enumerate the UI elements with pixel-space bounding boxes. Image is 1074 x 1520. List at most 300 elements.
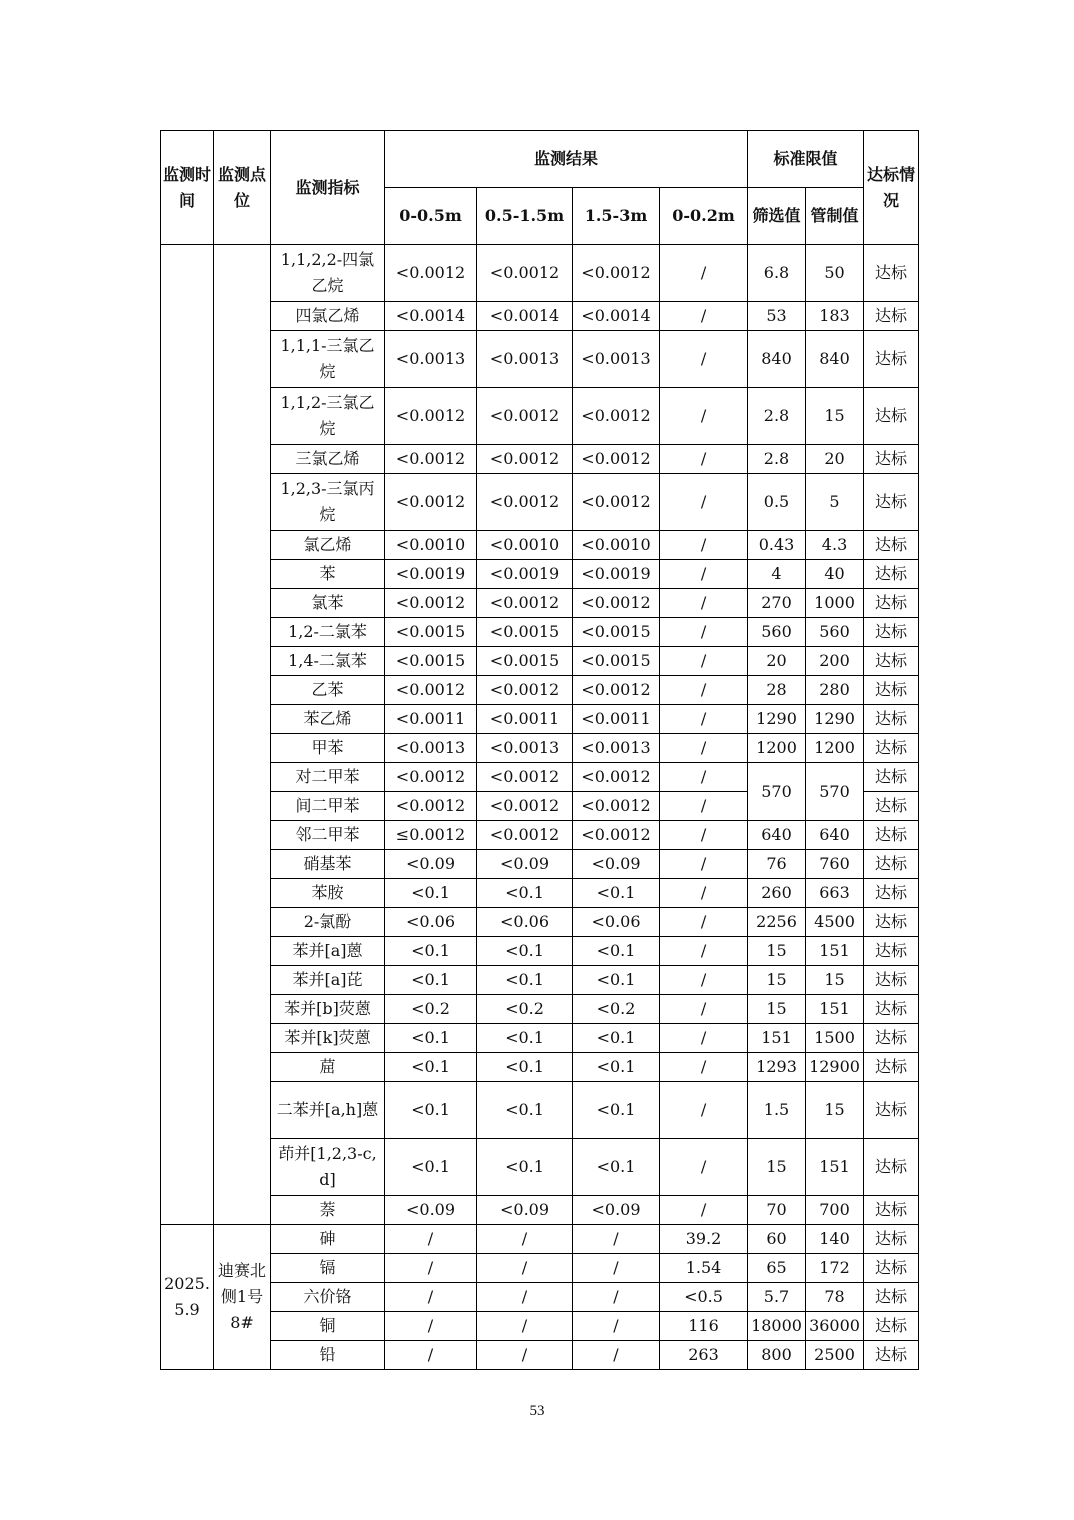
header-time: 监测时间 [161,131,214,245]
table-row [161,995,919,1024]
control-value-cell: 1200 [806,734,864,763]
result-depth-4-cell: / [660,676,748,705]
control-value-cell: 20 [806,445,864,474]
result-depth-4-cell: / [660,589,748,618]
table-row [161,850,919,879]
table-row [161,1341,919,1370]
control-value-cell: 1000 [806,589,864,618]
compliance-cell: 达标 [864,1053,919,1082]
table-row [161,937,919,966]
screening-value-cell: 640 [748,821,806,850]
table-row [161,1024,919,1053]
result-depth-1-cell: <0.0019 [385,560,477,589]
table-row [161,821,919,850]
screening-value-cell: 800 [748,1341,806,1370]
screening-value-cell: 60 [748,1225,806,1254]
control-value-cell: 2500 [806,1341,864,1370]
control-value-cell: 50 [806,245,864,302]
control-value-cell: 663 [806,879,864,908]
result-depth-3-cell: <0.0013 [573,734,660,763]
result-depth-4-cell: / [660,618,748,647]
result-depth-4-cell: / [660,531,748,560]
screening-value-cell: 260 [748,879,806,908]
screening-value-cell: 70 [748,1196,806,1225]
result-depth-2-cell: <0.1 [477,1082,573,1139]
result-depth-3-cell: <0.0012 [573,388,660,445]
result-depth-2-cell: <0.0013 [477,331,573,388]
control-value-cell: 172 [806,1254,864,1283]
indicator-cell: 三氯乙烯 [271,445,385,474]
indicator-cell: 铅 [271,1341,385,1370]
control-value-cell: 151 [806,995,864,1024]
compliance-cell: 达标 [864,647,919,676]
header-depth-4: 0-0.2m [660,188,748,245]
screening-value-cell: 4 [748,560,806,589]
result-depth-2-cell: <0.0012 [477,763,573,792]
compliance-cell: 达标 [864,618,919,647]
control-value-cell: 840 [806,331,864,388]
result-depth-1-cell: <0.0012 [385,388,477,445]
result-depth-2-cell: / [477,1225,573,1254]
indicator-cell: 氯苯 [271,589,385,618]
compliance-cell: 达标 [864,245,919,302]
result-depth-2-cell: / [477,1254,573,1283]
screening-value-cell: 2256 [748,908,806,937]
indicator-cell: 苯并[a]蒽 [271,937,385,966]
compliance-cell: 达标 [864,821,919,850]
table-row [161,560,919,589]
result-depth-4-cell: / [660,302,748,331]
indicator-cell: 镉 [271,1254,385,1283]
result-depth-3-cell: <0.1 [573,1139,660,1196]
result-depth-4-cell: / [660,560,748,589]
result-depth-1-cell: <0.2 [385,995,477,1024]
table-row [161,1053,919,1082]
table-row [161,966,919,995]
control-value-cell: 15 [806,388,864,445]
result-depth-3-cell: <0.0012 [573,792,660,821]
screening-value-cell: 1.5 [748,1082,806,1139]
indicator-cell: 二苯并[a,h]蒽 [271,1082,385,1139]
result-depth-4-cell: / [660,331,748,388]
control-value-cell: 140 [806,1225,864,1254]
table-row [161,879,919,908]
control-value-cell: 4500 [806,908,864,937]
result-depth-4-cell: / [660,937,748,966]
result-depth-1-cell: <0.0014 [385,302,477,331]
result-depth-2-cell: <0.0012 [477,821,573,850]
indicator-cell: 1,2,3-三氯丙烷 [271,474,385,531]
result-depth-3-cell: <0.0012 [573,589,660,618]
compliance-cell: 达标 [864,589,919,618]
result-depth-3-cell: <0.0012 [573,474,660,531]
result-depth-1-cell: <0.0012 [385,763,477,792]
screening-value-cell: 53 [748,302,806,331]
indicator-cell: 茚并[1,2,3-c,d] [271,1139,385,1196]
screening-value-cell: 570 [748,763,806,821]
table-row [161,763,919,792]
table-row [161,908,919,937]
header-compliance: 达标情况 [864,131,919,245]
compliance-cell: 达标 [864,1312,919,1341]
result-depth-3-cell: <0.2 [573,995,660,1024]
indicator-cell: 1,1,2-三氯乙烷 [271,388,385,445]
table-row [161,331,919,388]
result-depth-2-cell: <0.0012 [477,445,573,474]
result-depth-2-cell: / [477,1312,573,1341]
result-depth-4-cell: / [660,821,748,850]
indicator-cell: 对二甲苯 [271,763,385,792]
indicator-cell: 苯并[a]芘 [271,966,385,995]
table-row [161,705,919,734]
indicator-cell: 铜 [271,1312,385,1341]
result-depth-1-cell: <0.0015 [385,618,477,647]
result-depth-3-cell: / [573,1312,660,1341]
compliance-cell: 达标 [864,531,919,560]
indicator-cell: 萘 [271,1196,385,1225]
page-number: 53 [529,1403,545,1419]
result-depth-1-cell: / [385,1283,477,1312]
compliance-cell: 达标 [864,445,919,474]
header-screening: 筛选值 [748,188,806,245]
control-value-cell: 4.3 [806,531,864,560]
indicator-cell: 1,2-二氯苯 [271,618,385,647]
result-depth-4-cell: / [660,1024,748,1053]
compliance-cell: 达标 [864,1024,919,1053]
compliance-cell: 达标 [864,879,919,908]
compliance-cell: 达标 [864,1341,919,1370]
screening-value-cell: 1293 [748,1053,806,1082]
result-depth-1-cell: <0.1 [385,1139,477,1196]
result-depth-2-cell: <0.0012 [477,589,573,618]
result-depth-3-cell: <0.0015 [573,647,660,676]
result-depth-3-cell: <0.0015 [573,618,660,647]
result-depth-2-cell: <0.0012 [477,388,573,445]
compliance-cell: 达标 [864,1196,919,1225]
result-depth-3-cell: <0.1 [573,937,660,966]
compliance-cell: 达标 [864,937,919,966]
result-depth-1-cell: <0.1 [385,1024,477,1053]
indicator-cell: 四氯乙烯 [271,302,385,331]
control-value-cell: 40 [806,560,864,589]
control-value-cell: 15 [806,1082,864,1139]
table-row [161,1312,919,1341]
result-depth-2-cell: <0.1 [477,937,573,966]
header-limits: 标准限值 [748,131,864,188]
monitoring-time-cell: 2025.5.9 [161,1225,214,1370]
screening-value-cell: 270 [748,589,806,618]
result-depth-3-cell: <0.1 [573,1053,660,1082]
result-depth-2-cell: <0.1 [477,1139,573,1196]
result-depth-3-cell: <0.1 [573,879,660,908]
table-row [161,647,919,676]
result-depth-4-cell: 1.54 [660,1254,748,1283]
result-depth-2-cell: <0.0019 [477,560,573,589]
control-value-cell: 151 [806,1139,864,1196]
table-row [161,531,919,560]
result-depth-2-cell: <0.0011 [477,705,573,734]
result-depth-1-cell: <0.0010 [385,531,477,560]
screening-value-cell: 15 [748,1139,806,1196]
indicator-cell: 乙苯 [271,676,385,705]
indicator-cell: 1,1,2,2-四氯乙烷 [271,245,385,302]
screening-value-cell: 0.43 [748,531,806,560]
screening-value-cell: 0.5 [748,474,806,531]
result-depth-3-cell: <0.09 [573,1196,660,1225]
table-row [161,618,919,647]
screening-value-cell: 1200 [748,734,806,763]
header-point: 监测点位 [214,131,271,245]
result-depth-1-cell: <0.09 [385,1196,477,1225]
control-value-cell: 760 [806,850,864,879]
indicator-cell: 甲苯 [271,734,385,763]
compliance-cell: 达标 [864,1283,919,1312]
result-depth-3-cell: <0.1 [573,1082,660,1139]
result-depth-3-cell: <0.0013 [573,331,660,388]
screening-value-cell: 2.8 [748,388,806,445]
result-depth-3-cell: <0.0014 [573,302,660,331]
screening-value-cell: 15 [748,937,806,966]
screening-value-cell: 5.7 [748,1283,806,1312]
result-depth-3-cell: / [573,1341,660,1370]
result-depth-2-cell: <0.06 [477,908,573,937]
screening-value-cell: 560 [748,618,806,647]
result-depth-2-cell: <0.0015 [477,618,573,647]
result-depth-4-cell: 263 [660,1341,748,1370]
header-depth-2: 0.5-1.5m [477,188,573,245]
compliance-cell: 达标 [864,388,919,445]
result-depth-4-cell: / [660,734,748,763]
result-depth-2-cell: <0.0012 [477,792,573,821]
result-depth-1-cell: <0.0012 [385,245,477,302]
result-depth-2-cell: <0.1 [477,879,573,908]
control-value-cell: 183 [806,302,864,331]
result-depth-4-cell: / [660,647,748,676]
table-row [161,445,919,474]
result-depth-1-cell: <0.0012 [385,792,477,821]
result-depth-3-cell: <0.06 [573,908,660,937]
indicator-cell: 苯乙烯 [271,705,385,734]
result-depth-2-cell: <0.0013 [477,734,573,763]
table-row [161,1254,919,1283]
header-control: 管制值 [806,188,864,245]
compliance-cell: 达标 [864,302,919,331]
result-depth-2-cell: <0.0012 [477,676,573,705]
table-row [161,388,919,445]
result-depth-2-cell: <0.2 [477,995,573,1024]
result-depth-4-cell: / [660,966,748,995]
monitoring-point-cell: 迪赛北侧1号8# [214,1225,271,1370]
result-depth-2-cell: <0.09 [477,850,573,879]
result-depth-1-cell: / [385,1312,477,1341]
control-value-cell: 12900 [806,1053,864,1082]
control-value-cell: 640 [806,821,864,850]
header-indicator: 监测指标 [271,131,385,245]
screening-value-cell: 28 [748,676,806,705]
control-value-cell: 151 [806,937,864,966]
result-depth-1-cell: <0.0015 [385,647,477,676]
header-results: 监测结果 [385,131,748,188]
result-depth-1-cell: <0.0012 [385,445,477,474]
result-depth-4-cell: / [660,850,748,879]
indicator-cell: 邻二甲苯 [271,821,385,850]
compliance-cell: 达标 [864,474,919,531]
time-cell [161,245,214,1225]
result-depth-3-cell: / [573,1225,660,1254]
result-depth-4-cell: / [660,792,748,821]
control-value-cell: 570 [806,763,864,821]
screening-value-cell: 76 [748,850,806,879]
table-row [161,1139,919,1196]
result-depth-1-cell: <0.1 [385,966,477,995]
result-depth-1-cell: <0.1 [385,1082,477,1139]
compliance-cell: 达标 [864,1225,919,1254]
result-depth-3-cell: <0.09 [573,850,660,879]
control-value-cell: 36000 [806,1312,864,1341]
control-value-cell: 5 [806,474,864,531]
result-depth-2-cell: / [477,1341,573,1370]
result-depth-2-cell: <0.09 [477,1196,573,1225]
screening-value-cell: 840 [748,331,806,388]
header-depth-1: 0-0.5m [385,188,477,245]
screening-value-cell: 20 [748,647,806,676]
compliance-cell: 达标 [864,966,919,995]
result-depth-2-cell: <0.0015 [477,647,573,676]
result-depth-4-cell: / [660,1082,748,1139]
screening-value-cell: 15 [748,995,806,1024]
table-row [161,1196,919,1225]
screening-value-cell: 2.8 [748,445,806,474]
indicator-cell: 苯并[b]荧蒽 [271,995,385,1024]
indicator-cell: 苯胺 [271,879,385,908]
table-row [161,676,919,705]
control-value-cell: 15 [806,966,864,995]
table-row [161,1283,919,1312]
compliance-cell: 达标 [864,763,919,792]
control-value-cell: 280 [806,676,864,705]
indicator-cell: 1,1,1-三氯乙烷 [271,331,385,388]
result-depth-1-cell: / [385,1254,477,1283]
compliance-cell: 达标 [864,908,919,937]
monitoring-table [160,130,919,1370]
table-row [161,245,919,302]
result-depth-1-cell: / [385,1225,477,1254]
result-depth-1-cell: / [385,1341,477,1370]
result-depth-3-cell: / [573,1254,660,1283]
table-row [161,1225,919,1254]
result-depth-4-cell: / [660,1139,748,1196]
result-depth-2-cell: <0.0010 [477,531,573,560]
screening-value-cell: 18000 [748,1312,806,1341]
indicator-cell: 1,4-二氯苯 [271,647,385,676]
result-depth-4-cell: / [660,1196,748,1225]
compliance-cell: 达标 [864,995,919,1024]
compliance-cell: 达标 [864,792,919,821]
screening-value-cell: 15 [748,966,806,995]
result-depth-3-cell: <0.0012 [573,445,660,474]
indicator-cell: 砷 [271,1225,385,1254]
indicator-cell: 苯 [271,560,385,589]
result-depth-3-cell: <0.1 [573,966,660,995]
result-depth-4-cell: 39.2 [660,1225,748,1254]
table-row [161,302,919,331]
result-depth-3-cell: <0.0012 [573,245,660,302]
result-depth-4-cell: / [660,879,748,908]
result-depth-1-cell: <0.1 [385,937,477,966]
control-value-cell: 1500 [806,1024,864,1053]
result-depth-1-cell: <0.0012 [385,589,477,618]
result-depth-4-cell: / [660,445,748,474]
compliance-cell: 达标 [864,676,919,705]
result-depth-1-cell: <0.0013 [385,331,477,388]
result-depth-4-cell: / [660,474,748,531]
control-value-cell: 1290 [806,705,864,734]
result-depth-1-cell: ≤0.0012 [385,821,477,850]
compliance-cell: 达标 [864,850,919,879]
compliance-cell: 达标 [864,705,919,734]
result-depth-1-cell: <0.06 [385,908,477,937]
result-depth-4-cell: / [660,705,748,734]
compliance-cell: 达标 [864,560,919,589]
table-body-group-1 [161,245,919,1225]
compliance-cell: 达标 [864,734,919,763]
compliance-cell: 达标 [864,1139,919,1196]
indicator-cell: 六价铬 [271,1283,385,1312]
control-value-cell: 200 [806,647,864,676]
table-row [161,734,919,763]
compliance-cell: 达标 [864,1254,919,1283]
result-depth-4-cell: / [660,908,748,937]
screening-value-cell: 65 [748,1254,806,1283]
result-depth-2-cell: <0.0012 [477,245,573,302]
result-depth-4-cell: / [660,388,748,445]
indicator-cell: 䓛 [271,1053,385,1082]
result-depth-1-cell: <0.09 [385,850,477,879]
point-cell [214,245,271,1225]
result-depth-4-cell: 116 [660,1312,748,1341]
result-depth-1-cell: <0.1 [385,1053,477,1082]
result-depth-3-cell: <0.0012 [573,763,660,792]
indicator-cell: 硝基苯 [271,850,385,879]
result-depth-3-cell: <0.0011 [573,705,660,734]
result-depth-4-cell: <0.5 [660,1283,748,1312]
result-depth-3-cell: / [573,1283,660,1312]
compliance-cell: 达标 [864,1082,919,1139]
table-body-group-2 [161,1225,919,1370]
result-depth-4-cell: / [660,763,748,792]
screening-value-cell: 151 [748,1024,806,1053]
result-depth-3-cell: <0.0012 [573,821,660,850]
table-row [161,1082,919,1139]
table-row [161,474,919,531]
result-depth-4-cell: / [660,1053,748,1082]
header-depth-3: 1.5-3m [573,188,660,245]
result-depth-3-cell: <0.1 [573,1024,660,1053]
screening-value-cell: 6.8 [748,245,806,302]
indicator-cell: 苯并[k]荧蒽 [271,1024,385,1053]
result-depth-1-cell: <0.0011 [385,705,477,734]
result-depth-1-cell: <0.0012 [385,474,477,531]
result-depth-3-cell: <0.0010 [573,531,660,560]
result-depth-2-cell: <0.1 [477,1024,573,1053]
screening-value-cell: 1290 [748,705,806,734]
compliance-cell: 达标 [864,331,919,388]
result-depth-4-cell: / [660,995,748,1024]
result-depth-4-cell: / [660,245,748,302]
result-depth-1-cell: <0.0012 [385,676,477,705]
control-value-cell: 700 [806,1196,864,1225]
control-value-cell: 560 [806,618,864,647]
